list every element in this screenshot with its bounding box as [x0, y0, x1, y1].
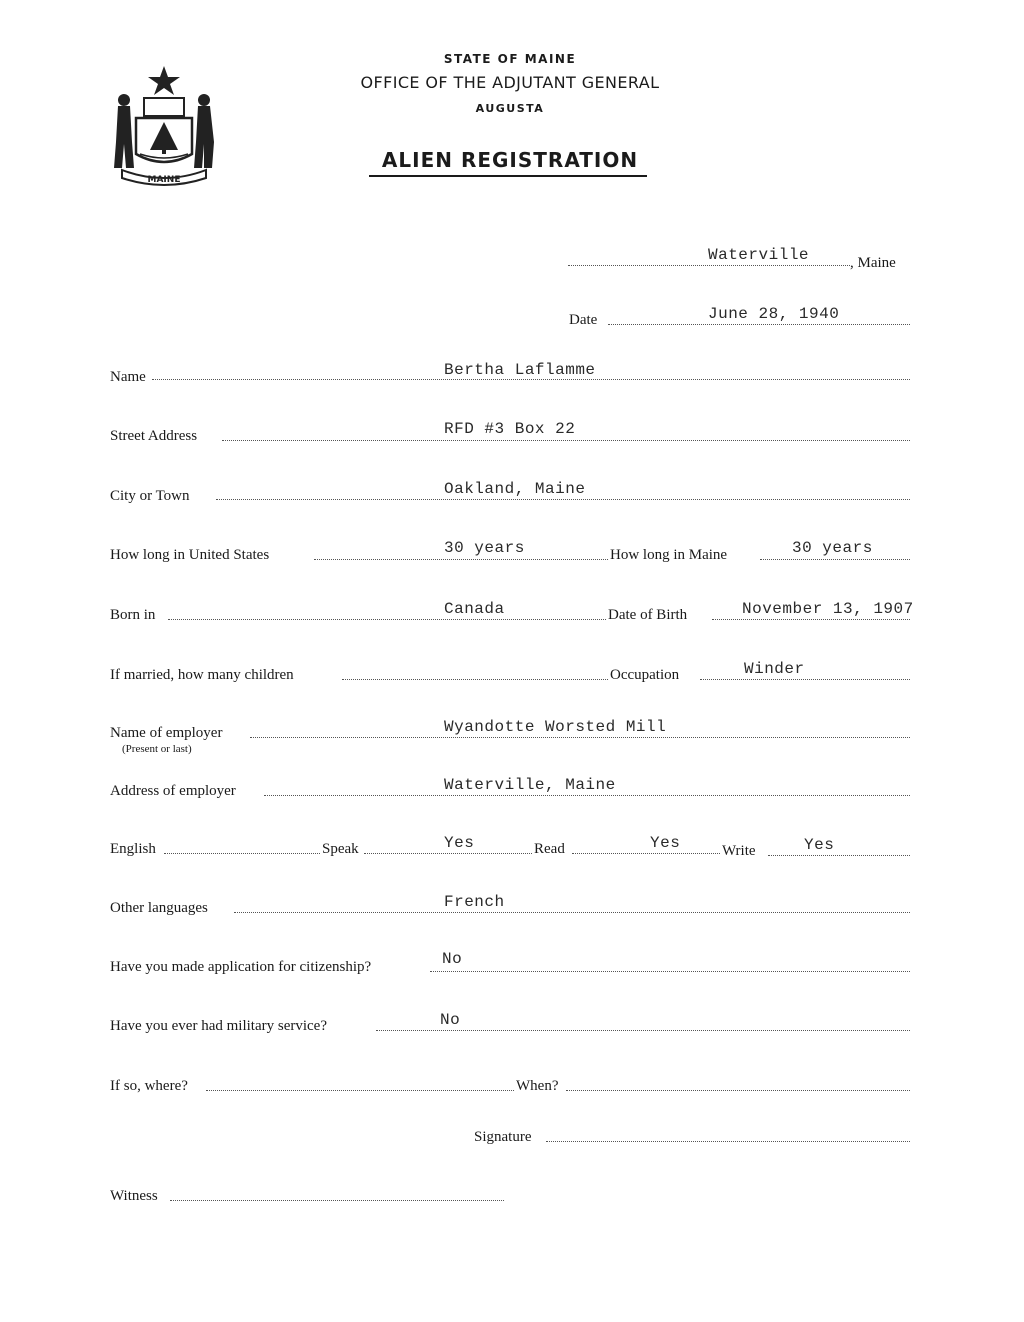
where-label: If so, where?: [110, 1078, 188, 1094]
employer-address-value[interactable]: Waterville, Maine: [444, 776, 616, 794]
date-line: [608, 324, 910, 325]
occupation-label: Occupation: [610, 667, 680, 683]
seal-motto: MAINE: [147, 175, 181, 185]
name-line: [152, 379, 910, 380]
write-value[interactable]: Yes: [804, 836, 835, 854]
english-line: [164, 853, 320, 854]
when-line: [566, 1090, 910, 1091]
date-label: Date: [569, 312, 598, 328]
dob-value[interactable]: November 13, 1907: [742, 600, 914, 618]
city-line: [216, 499, 910, 500]
title-underline: [369, 175, 647, 177]
employer-label: Name of employer: [110, 725, 223, 741]
name-label: Name: [110, 369, 146, 385]
occupation-value[interactable]: Winder: [744, 660, 805, 678]
us-years-line: [314, 559, 608, 560]
street-label: Street Address: [110, 428, 198, 444]
form-title: ALIEN REGISTRATION: [381, 148, 639, 172]
location-suffix: , Maine: [850, 255, 896, 271]
maine-years-label: How long in Maine: [610, 547, 728, 563]
witness-label: Witness: [110, 1188, 158, 1204]
occupation-line: [700, 679, 910, 680]
speak-value[interactable]: Yes: [444, 834, 475, 852]
languages-value[interactable]: French: [444, 893, 505, 911]
signature-line[interactable]: [546, 1141, 910, 1142]
maine-years-value[interactable]: 30 years: [792, 539, 873, 557]
dob-line: [712, 619, 910, 620]
speak-label: Speak: [322, 841, 359, 857]
read-line: [572, 853, 720, 854]
military-line: [376, 1030, 910, 1031]
employer-line: [250, 737, 910, 738]
dob-label: Date of Birth: [608, 607, 688, 623]
languages-label: Other languages: [110, 900, 208, 916]
when-label: When?: [516, 1078, 559, 1094]
read-label: Read: [534, 841, 565, 857]
citizenship-value[interactable]: No: [442, 950, 463, 968]
signature-label: Signature: [474, 1129, 532, 1145]
write-label: Write: [722, 843, 756, 859]
born-value[interactable]: Canada: [444, 600, 505, 618]
languages-line: [234, 912, 910, 913]
street-value[interactable]: RFD #3 Box 22: [444, 420, 576, 438]
citizenship-line: [430, 971, 910, 972]
us-years-label: How long in United States: [110, 547, 270, 563]
city-heading: AUGUSTA: [475, 102, 545, 115]
state-heading: STATE OF MAINE: [443, 52, 577, 66]
born-label: Born in: [110, 607, 156, 623]
read-value[interactable]: Yes: [650, 834, 681, 852]
citizenship-label: Have you made application for citizenship?: [110, 959, 372, 975]
date-value[interactable]: June 28, 1940: [708, 305, 840, 323]
write-line: [768, 855, 910, 856]
military-label: Have you ever had military service?: [110, 1018, 327, 1034]
location-line: [568, 265, 850, 266]
employer-sublabel: (Present or last): [122, 743, 192, 755]
office-heading: OFFICE OF THE ADJUTANT GENERAL: [360, 73, 660, 92]
english-label: English: [110, 841, 156, 857]
employer-address-line: [264, 795, 910, 796]
maine-years-line: [760, 559, 910, 560]
military-value[interactable]: No: [440, 1011, 461, 1029]
city-label: City or Town: [110, 488, 190, 504]
employer-value[interactable]: Wyandotte Worsted Mill: [444, 718, 667, 736]
maine-state-seal-icon: [108, 62, 220, 190]
speak-line: [364, 853, 532, 854]
street-line: [222, 440, 910, 441]
born-line: [168, 619, 606, 620]
us-years-value[interactable]: 30 years: [444, 539, 525, 557]
children-line: [342, 679, 608, 680]
where-line: [206, 1090, 514, 1091]
city-value[interactable]: Oakland, Maine: [444, 480, 586, 498]
witness-line[interactable]: [170, 1200, 504, 1201]
name-value[interactable]: Bertha Laflamme: [444, 361, 596, 379]
location-value[interactable]: Waterville: [708, 246, 810, 264]
employer-address-label: Address of employer: [110, 783, 236, 799]
children-label: If married, how many children: [110, 667, 294, 683]
